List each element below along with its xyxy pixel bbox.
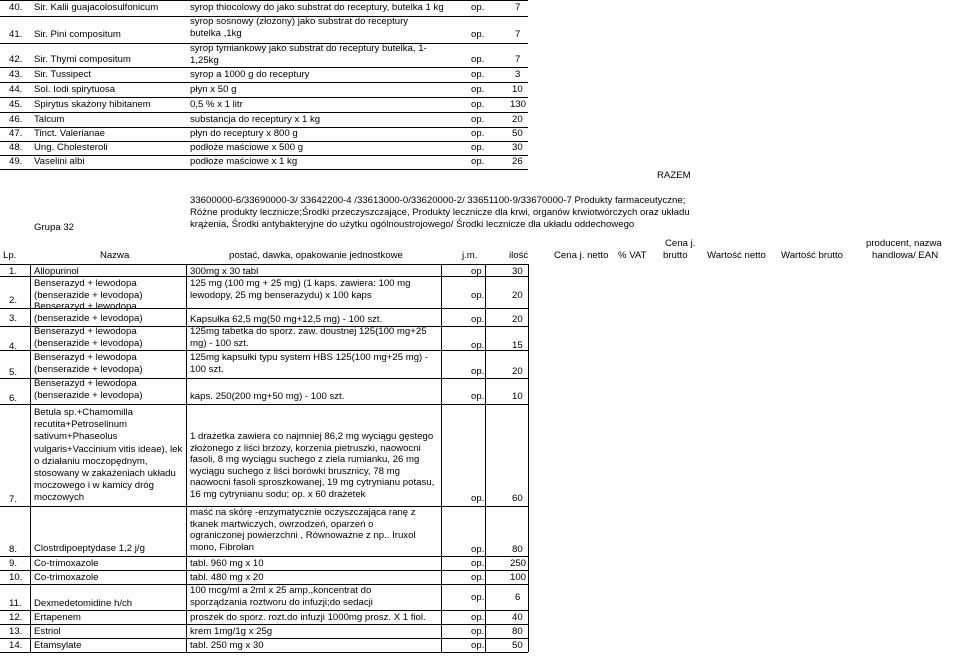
row-lp: 44. [9, 84, 23, 95]
row-qty: 60 [512, 493, 523, 504]
header-ilosc: ilość [509, 250, 529, 261]
row-form: tabl. 250 mg x 30 [190, 640, 264, 651]
row-lp: 3. [9, 313, 18, 324]
row-form: syrop a 1000 g do receptury [190, 69, 310, 80]
header-vat: % VAT [618, 250, 647, 261]
row-unit: op. [471, 572, 485, 583]
row-qty: 20 [512, 290, 523, 301]
row-unit: op. [471, 128, 485, 139]
row-form: 125 mg (100 mg + 25 mg) (1 kaps. zawiera: 100 mg lewodopy, 25 mg benserazydu) x 100 kaps [190, 278, 411, 301]
header-lp: Lp. [3, 250, 17, 261]
row-name: Benserazyd + lewodopa (benserazide + levodopa) [34, 278, 143, 301]
row-qty: 7 [515, 54, 521, 65]
header-postac: postać, dawka, opakowanie jednostkowe [229, 250, 403, 261]
row-qty: 6 [515, 592, 521, 603]
row-name: Benserazyd + lewodopa (benserazide + levodopa) [34, 352, 143, 375]
row-unit: op. [471, 54, 485, 65]
row-lp: 47. [9, 128, 23, 139]
row-lp: 7. [9, 494, 18, 505]
row-name: Etamsylate [34, 640, 82, 651]
row-lp: 14. [9, 640, 23, 651]
row-qty: 7 [515, 29, 521, 40]
row-unit: op. [471, 156, 485, 167]
row-qty: 7 [515, 2, 521, 13]
header-nazwa: Nazwa [100, 250, 130, 261]
row-qty: 20 [512, 314, 523, 325]
row-form: podłoże maściowe x 1 kg [190, 156, 298, 167]
row-qty: 26 [512, 156, 523, 167]
row-form: maść na skórę -enzymatycznie oczyszczająca ranę z tkanek martwiczych, owrzodzeń, oparzeń o ograniczonej powierzchni , Równoważne z np.. Iruxol mono, Fibrolan [190, 507, 416, 553]
row-qty: 250 [510, 558, 527, 569]
row-name: Co-trimoxazole [34, 572, 99, 583]
row-unit: op. [471, 114, 485, 125]
header-cena-brutto: Cena j. [665, 238, 696, 249]
row-qty: 10 [512, 391, 523, 402]
row-name: Sir. Kalii guajacolosulfonicum [34, 2, 159, 13]
row-name: Sol. Iodi spirytuosa [34, 84, 116, 95]
row-form: płyn x 50 g [190, 84, 237, 95]
row-lp: 13. [9, 626, 23, 637]
row-lp: 9. [9, 558, 18, 569]
row-form: substancja do receptury x 1 kg [190, 114, 321, 125]
header-jm: j.m. [462, 250, 478, 261]
row-qty: 20 [512, 366, 523, 377]
group-title: Grupa 32 [34, 222, 75, 233]
row-unit: op. [471, 544, 485, 555]
row-name: Benserazyd + lewodopa (benserazide + levodopa) [34, 378, 143, 401]
row-lp: 48. [9, 142, 23, 153]
header-cena-brutto: brutto [663, 250, 688, 261]
row-lp: 43. [9, 69, 23, 80]
header-cena-netto: Cena j. netto [554, 250, 609, 261]
row-lp: 8. [9, 544, 18, 555]
row-name: Dexmedetomidine h/ch [34, 598, 133, 609]
header-wartosc-brutto: Wartość brutto [781, 250, 844, 261]
header-producent: handlowa/ EAN [872, 250, 939, 261]
row-qty: 20 [512, 114, 523, 125]
row-form: 1 drażetka zawiera co najmniej 86,2 mg wyciągu gęstego złożonego z liści brzozy, korzenia pietruszki, naowocni fasoli, 8 mg wyciągu suchego z ziela rumianku, 26 mg wyciągu suchego z liści borówki brusznicy, 78 mg naowocni fasoli sproszkowanej, 19 mg cytrynianu potasu, 16 mg cytrynianu sodu; op. x 60 drażetek [190, 431, 435, 500]
row-form: 125mg kapsułki typu system HBS 125(100 mg+25 mg) - 100 szt. [190, 352, 429, 375]
row-name: Talcum [34, 114, 65, 125]
row-lp: 10. [9, 572, 23, 583]
row-qty: 10 [512, 84, 523, 95]
row-form: syrop tymiankowy jako substrat do receptury butelka, 1-1,25kg [190, 43, 427, 66]
row-name: Ertapenem [34, 612, 81, 623]
row-lp: 40. [9, 2, 23, 13]
row-lp: 41. [9, 29, 23, 40]
row-unit: op. [471, 99, 485, 110]
header-wartosc-netto: Wartość netto [707, 250, 766, 261]
row-form: 0,5 % x 1 litr [190, 99, 243, 110]
row-form: podłoże maściowe x 500 g [190, 142, 304, 153]
row-qty: 130 [510, 99, 527, 110]
row-lp: 6. [9, 393, 18, 404]
row-unit: op. [471, 592, 485, 603]
razem-label: RAZEM [657, 170, 691, 181]
row-name: Sir. Thymi compositum [34, 54, 131, 65]
row-unit: op. [471, 366, 485, 377]
row-unit: op. [471, 626, 485, 637]
row-lp: 11. [9, 598, 22, 609]
row-unit: op. [471, 640, 485, 651]
row-form: krem 1mg/1g x 25g [190, 626, 273, 637]
row-unit: op. [471, 290, 485, 301]
row-name: Sir. Pini compositum [34, 29, 121, 40]
row-name: Spirytus skażony hibitanem [34, 99, 151, 110]
row-name: Clostrdipoeptydase 1,2 j/g [34, 543, 145, 554]
row-name: Co-trimoxazole [34, 558, 99, 569]
row-form: tabl. 960 mg x 10 [190, 558, 264, 569]
row-unit: op. [471, 142, 485, 153]
row-lp: 1. [9, 266, 18, 277]
row-qty: 30 [512, 266, 523, 277]
row-form: syrop thiocolowy do jako substrat do receptury, butelka 1 kg [190, 2, 444, 13]
row-form: tabl. 480 mg x 20 [190, 572, 264, 583]
row-name: Tinct. Valerianae [34, 128, 105, 139]
row-name: Benserazyd + lewodopa (benserazide + levodopa) [34, 301, 143, 324]
row-lp: 2. [9, 295, 18, 306]
row-name: Benserazyd + lewodopa (benserazide + levodopa) [34, 326, 143, 349]
row-unit: op. [471, 612, 485, 623]
row-lp: 49. [9, 156, 23, 167]
row-unit: op. [471, 340, 485, 351]
row-form: syrop sosnowy (złożony) jako substrat do receptury butelka ,1kg [190, 16, 409, 39]
row-name: Sir. Tussipect [34, 69, 92, 80]
row-lp: 4. [9, 341, 18, 352]
row-qty: 80 [512, 626, 523, 637]
row-unit: op. [471, 493, 485, 504]
row-qty: 80 [512, 544, 523, 555]
row-name: Estriol [34, 626, 61, 637]
row-qty: 100 [510, 572, 527, 583]
row-unit: op. [471, 2, 485, 13]
row-form: proszek do sporz. rozt.do infuzji 1000mg prosz. X 1 fiol. [190, 612, 426, 623]
row-qty: 50 [512, 128, 523, 139]
row-unit: op. [471, 558, 485, 569]
row-name: Allopurinol [34, 266, 79, 277]
row-lp: 5. [9, 367, 18, 378]
row-lp: 42. [9, 54, 23, 65]
row-form: 125mg tabetka do sporz. zaw. doustnej 125(100 mg+25 mg) - 100 szt. [190, 326, 427, 349]
row-unit: op. [471, 84, 485, 95]
header-producent: producent, nazwa [866, 238, 942, 249]
row-form: płyn do receptury x 800 g [190, 128, 298, 139]
row-name: Ung. Cholesteroli [34, 142, 108, 153]
group-description: 33600000-6/33690000-3/ 33642200-4 /33613000-0/33620000-2/ 33651100-9/33670000-7 Produkty farmaceutyczne; Różne produkty lecznicze;Środki przeczyszczające, Produkty lecznicze dla krwi, organów krwiotwórczych oraz układu krążenia, Środki antybakteryjne do użytku ogólnoustrojowego/ Środki lecznicze dla układu oddechowego [190, 195, 690, 230]
row-qty: 30 [512, 142, 523, 153]
row-form: 300mg x 30 tabl [190, 266, 259, 277]
row-unit: op [471, 266, 482, 277]
row-unit: op. [471, 69, 485, 80]
row-form: kaps. 250(200 mg+50 mg) - 100 szt. [190, 391, 345, 402]
row-qty: 40 [512, 612, 523, 623]
row-form: Kapsułka 62,5 mg(50 mg+12,5 mg) - 100 szt. [190, 314, 383, 325]
row-unit: op. [471, 29, 485, 40]
row-qty: 50 [512, 640, 523, 651]
row-form: 100 mcg/ml a 2ml x 25 amp.,koncentrat do sporządzania roztworu do infuzji;do sedacji [190, 585, 373, 608]
row-unit: op. [471, 391, 485, 402]
row-name: Betula sp.+Chamomilla recutita+Petroselinum sativum+Phaseolus vulgaris+Vaccinium vitis ideae), lek o działaniu moczopędnym, stosowany w zakażeniach układu moczowego i w kamicy dróg moczowych [34, 407, 183, 504]
row-name: Vaselini albi [34, 156, 85, 167]
row-qty: 3 [515, 69, 521, 80]
row-lp: 12. [9, 612, 23, 623]
row-lp: 46. [9, 114, 23, 125]
row-lp: 45. [9, 99, 23, 110]
row-unit: op. [471, 314, 485, 325]
row-qty: 15 [512, 340, 523, 351]
